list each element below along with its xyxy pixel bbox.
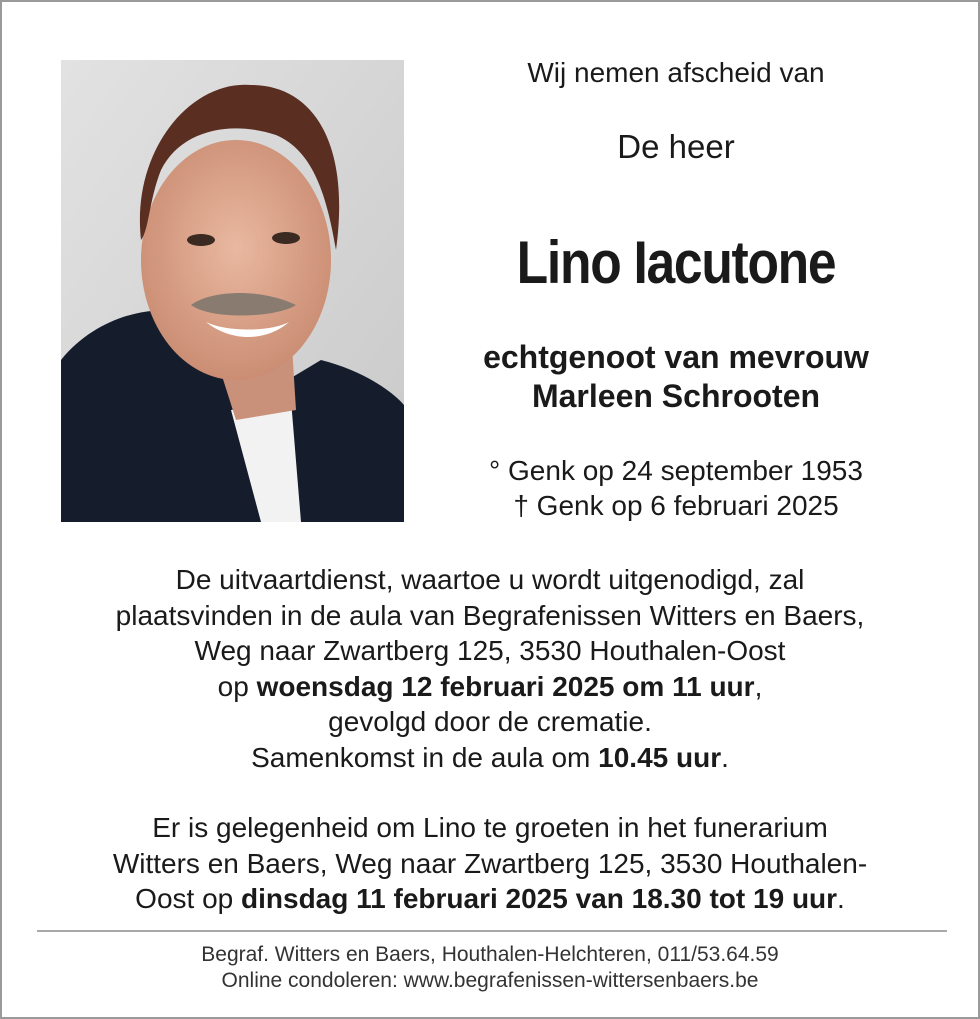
death-date: † Genk op 6 februari 2025 (513, 490, 839, 521)
birth-date: ° Genk op 24 september 1953 (489, 455, 863, 486)
service-line-2: plaatsvinden in de aula van Begrafenissen Witters en Baers, (115, 599, 865, 631)
service-line-6-prefix: Samenkomst in de aula om (251, 741, 599, 773)
spouse-line-1: echtgenoot van mevrouw (483, 339, 869, 375)
visitation-line-3-suffix: . (837, 883, 845, 914)
honorific: De heer (617, 128, 735, 165)
service-line-4-suffix: , (754, 670, 763, 702)
service-line-5: gevolgd door de crematie. (328, 706, 652, 737)
service-line-6-suffix: . (721, 741, 729, 773)
visitation-line-2: Witters en Baers, Weg naar Zwartberg 125, 3530 Houthalen- (112, 847, 868, 879)
footer-divider (37, 930, 947, 932)
condolence-link[interactable]: Online condoleren: www.begrafenissen-wittersenbaers.be (221, 969, 759, 992)
service-line-4 (32, 669, 948, 705)
spouse-line-2: Marleen Schrooten (531, 378, 821, 414)
portrait-illustration (61, 60, 404, 522)
visitation-datetime: dinsdag 11 februari 2025 van 18.30 tot 19 uur (241, 883, 838, 914)
dates-block (442, 453, 910, 523)
footer (32, 942, 948, 994)
portrait-photo (61, 60, 404, 522)
gathering-time: 10.45 uur (598, 741, 722, 773)
visitation-line-3 (32, 881, 948, 917)
spacer (32, 775, 948, 810)
service-line-4-prefix: op (217, 670, 257, 702)
service-line-3: Weg naar Zwartberg 125, 3530 Houthalen-Oost (194, 635, 786, 666)
visitation-line-1: Er is gelegenheid om Lino te groeten in het funerarium (152, 812, 828, 843)
service-line-6 (32, 740, 948, 776)
funeral-home-contact: Begraf. Witters en Baers, Houthalen-Helchteren, 011/53.64.59 (201, 943, 779, 966)
intro-text: Wij nemen afscheid van (527, 57, 825, 88)
service-line-1: De uitvaartdienst, waartoe u wordt uitgenodigd, zal (175, 564, 805, 595)
service-datetime: woensdag 12 februari 2025 om 11 uur (256, 670, 755, 702)
ceremony-details (32, 562, 948, 917)
visitation-line-3-prefix: Oost op (135, 883, 242, 914)
deceased-name: Lino Iacutone (516, 229, 836, 296)
spouse-block (442, 338, 910, 416)
